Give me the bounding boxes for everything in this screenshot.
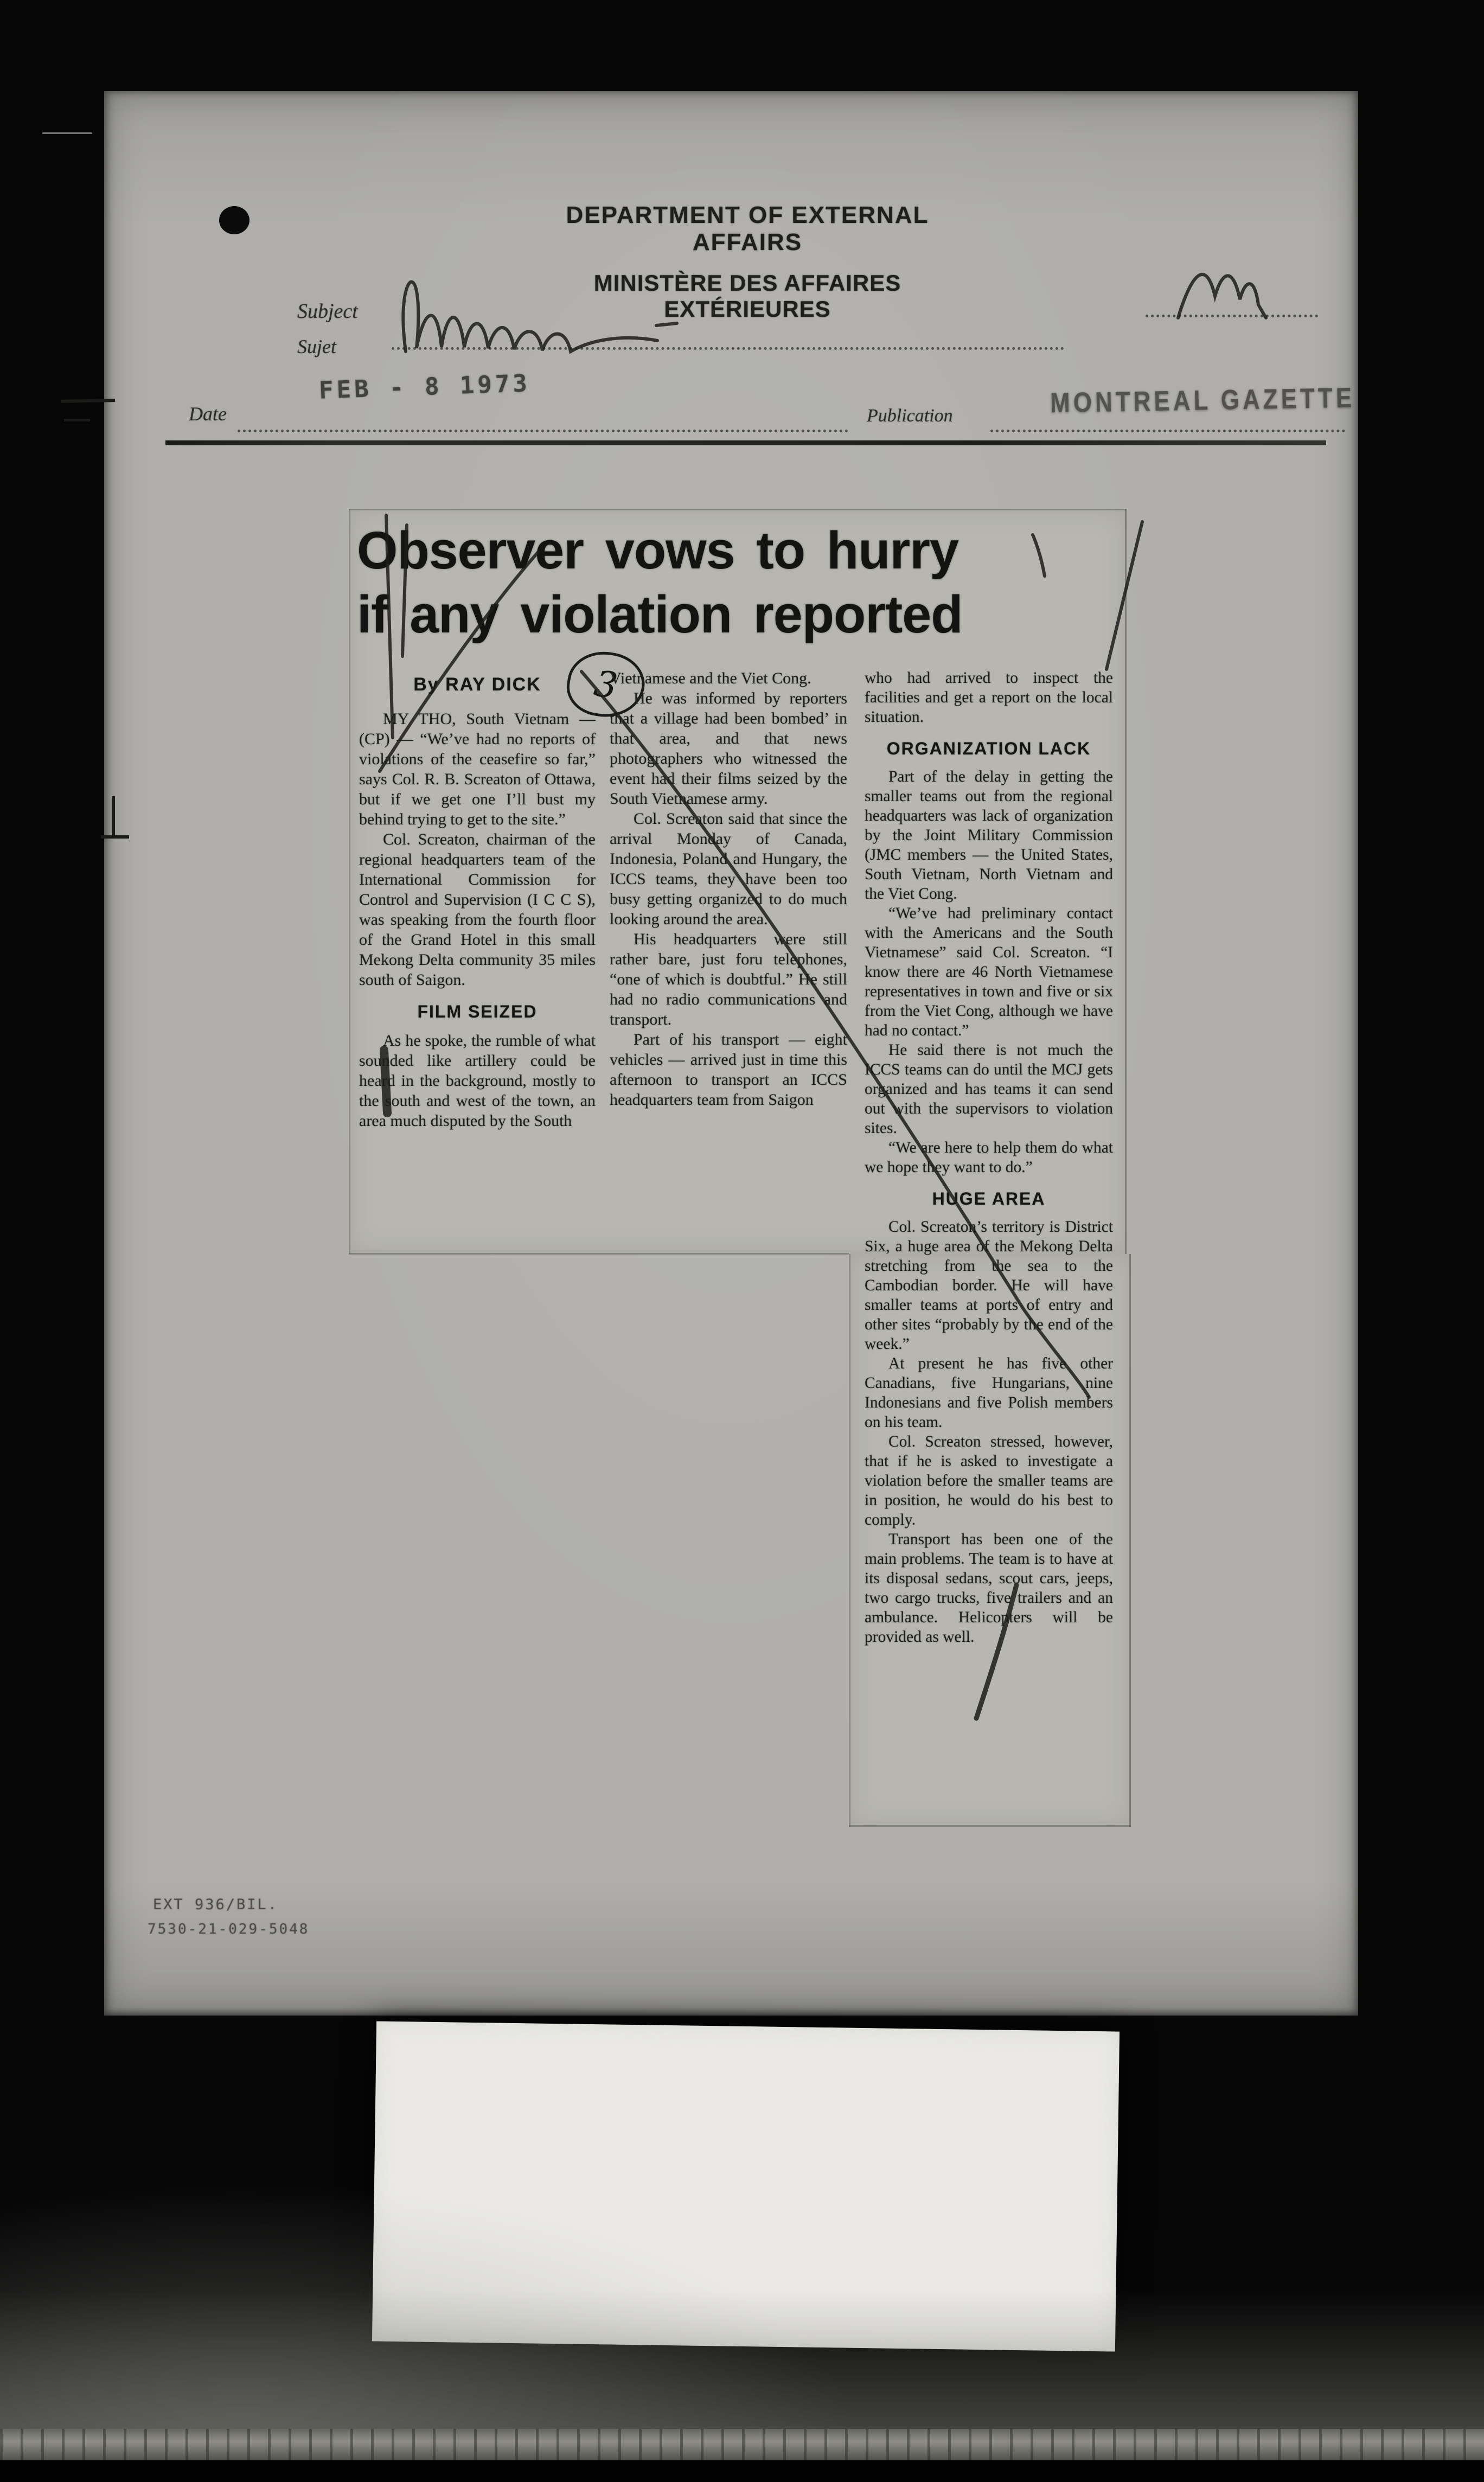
- byline: By RAY DICK: [413, 674, 541, 695]
- handwritten-circled-number: 3: [562, 647, 649, 723]
- date-dotted-line: [238, 430, 848, 432]
- article-column-1: [359, 673, 596, 1131]
- article-paragraph: Vietnamese and the Viet Cong.: [610, 669, 811, 687]
- film-edge-band: [0, 2429, 1484, 2460]
- article-paragraph: At present he has five other Canadians, five Hungarians, nine Indonesians and five Polish members on his team.: [865, 1355, 1113, 1431]
- article-paragraph: Col. Screaton’s territory is District Six, a huge area of the Mekong Delta stretching from the sea to the Cambodian border. He will have smaller teams at ports of entry and other sites “probably by the end of the week.”: [865, 1218, 1113, 1353]
- date-stamp: FEB - 8 1973: [318, 369, 531, 405]
- margin-mark: [112, 796, 115, 839]
- top-right-dotted-line: [1146, 315, 1318, 317]
- article-column-2: [610, 668, 847, 1110]
- article-paragraph: “We are here to help them do what we hope they want to do.”: [865, 1139, 1113, 1176]
- department-header: [509, 202, 986, 322]
- article-paragraph: He was informed by reporters that a village had been bombed’ in that area, and that news photographers who witnessed the event had their films seized by the South Vietnamese army.: [610, 689, 847, 808]
- article-paragraph: who had arrived to inspect the facilities and get a report on the local situation.: [865, 669, 1113, 726]
- article-paragraph: He said there is not much the ICCS teams can do until the MCJ gets organized and has teams it can send out with the supervisors to violation sites.: [865, 1041, 1113, 1137]
- film-scratch: [42, 132, 92, 134]
- article-paragraph: Part of his transport — eight vehicles — arrived just in time this afternoon to transport an ICCS headquarters team from Saigon: [610, 1031, 847, 1109]
- header-rule: [165, 440, 1326, 445]
- registration-mark: [64, 419, 90, 421]
- article-paragraph: As he spoke, the rumble of what sounded like artillery could be heard in the background, mostly to the south and west of the town, an area much disputed by the South: [359, 1032, 596, 1130]
- article-column-3: [865, 668, 1113, 1647]
- headline-line-1: Observer vows to hurry: [357, 521, 958, 580]
- margin-mark: [101, 835, 129, 839]
- headline-line-2: if any violation reported: [357, 585, 963, 644]
- clipping-edge: [349, 1253, 849, 1255]
- article-paragraph: Col. Screaton stressed, however, that if he is asked to investigate a violation before the smaller teams are in position, he would do his best to comply.: [865, 1433, 1113, 1528]
- film-edge: [0, 2460, 1484, 2482]
- subject-label-fr: Sujet: [297, 336, 336, 357]
- article-paragraph: MY THO, South Vietnam — (CP) — “We’ve had no reports of violations of the ceasefire so far,” says Col. R. B. Screaton of Ottawa, but if we get one I’ll bust my behind trying to get to the site.”: [359, 710, 596, 828]
- department-name-en: DEPARTMENT OF EXTERNAL AFFAIRS: [566, 202, 929, 255]
- article-paragraph: His headquarters were still rather bare, just foru telephones, “one of which is doubtful.” He still had no radio communications and transport.: [610, 930, 847, 1028]
- article-headline: [357, 519, 1124, 647]
- subject-dotted-line: [392, 347, 1064, 350]
- article-paragraph: “We’ve had preliminary contact with the Americans and the South Vietnamese” said Col. Screaton. “I know there are 46 North Vietnamese representatives in town and five or six from the Viet Cong, although we have had no contact.”: [865, 905, 1113, 1039]
- form-code-line-2: 7530-21-029-5048: [148, 1921, 310, 1937]
- article-paragraph: Transport has been one of the main problems. The team is to have at its disposal sedans, scout cars, jeeps, two cargo trucks, five trailers and an ambulance. Helicopters will be provided as well.: [865, 1531, 1113, 1646]
- article-paragraph: Col. Screaton, chairman of the regional headquarters team of the International Commission for Control and Supervision (I C C S), was speaking from the fourth floor of the Grand Hotel in this small Mekong Delta community 35 miles south of Saigon.: [359, 830, 596, 989]
- form-code-line-1: EXT 936/BIL.: [153, 1896, 279, 1913]
- ink-blot: [219, 206, 250, 234]
- section-subhead: ORGANIZATION LACK: [886, 739, 1091, 758]
- article-paragraph: Col. Screaton said that since the arrival Monday of Canada, Indonesia, Poland and Hungary, the ICCS teams, they have been too busy getting organized to do much looking around the area.: [610, 810, 847, 928]
- article-paragraph: Part of the delay in getting the smaller teams out from the regional headquarters was lack of organization by the Joint Military Commission (JMC members — the United States, South Vietnam, North Vietnam and the Viet Cong.: [865, 768, 1113, 903]
- subject-label-en: Subject: [297, 300, 358, 323]
- date-label: Date: [189, 403, 227, 425]
- section-subhead: FILM SEIZED: [417, 1002, 538, 1021]
- scan-haze: [0, 2289, 1484, 2430]
- publication-stamp: MONTREAL GAZETTE: [1050, 382, 1355, 419]
- section-subhead: HUGE AREA: [932, 1189, 1046, 1208]
- publication-label: Publication: [867, 406, 953, 426]
- publication-dotted-line: [990, 430, 1345, 432]
- department-name-fr: MINISTÈRE DES AFFAIRES EXTÉRIEURES: [593, 270, 901, 322]
